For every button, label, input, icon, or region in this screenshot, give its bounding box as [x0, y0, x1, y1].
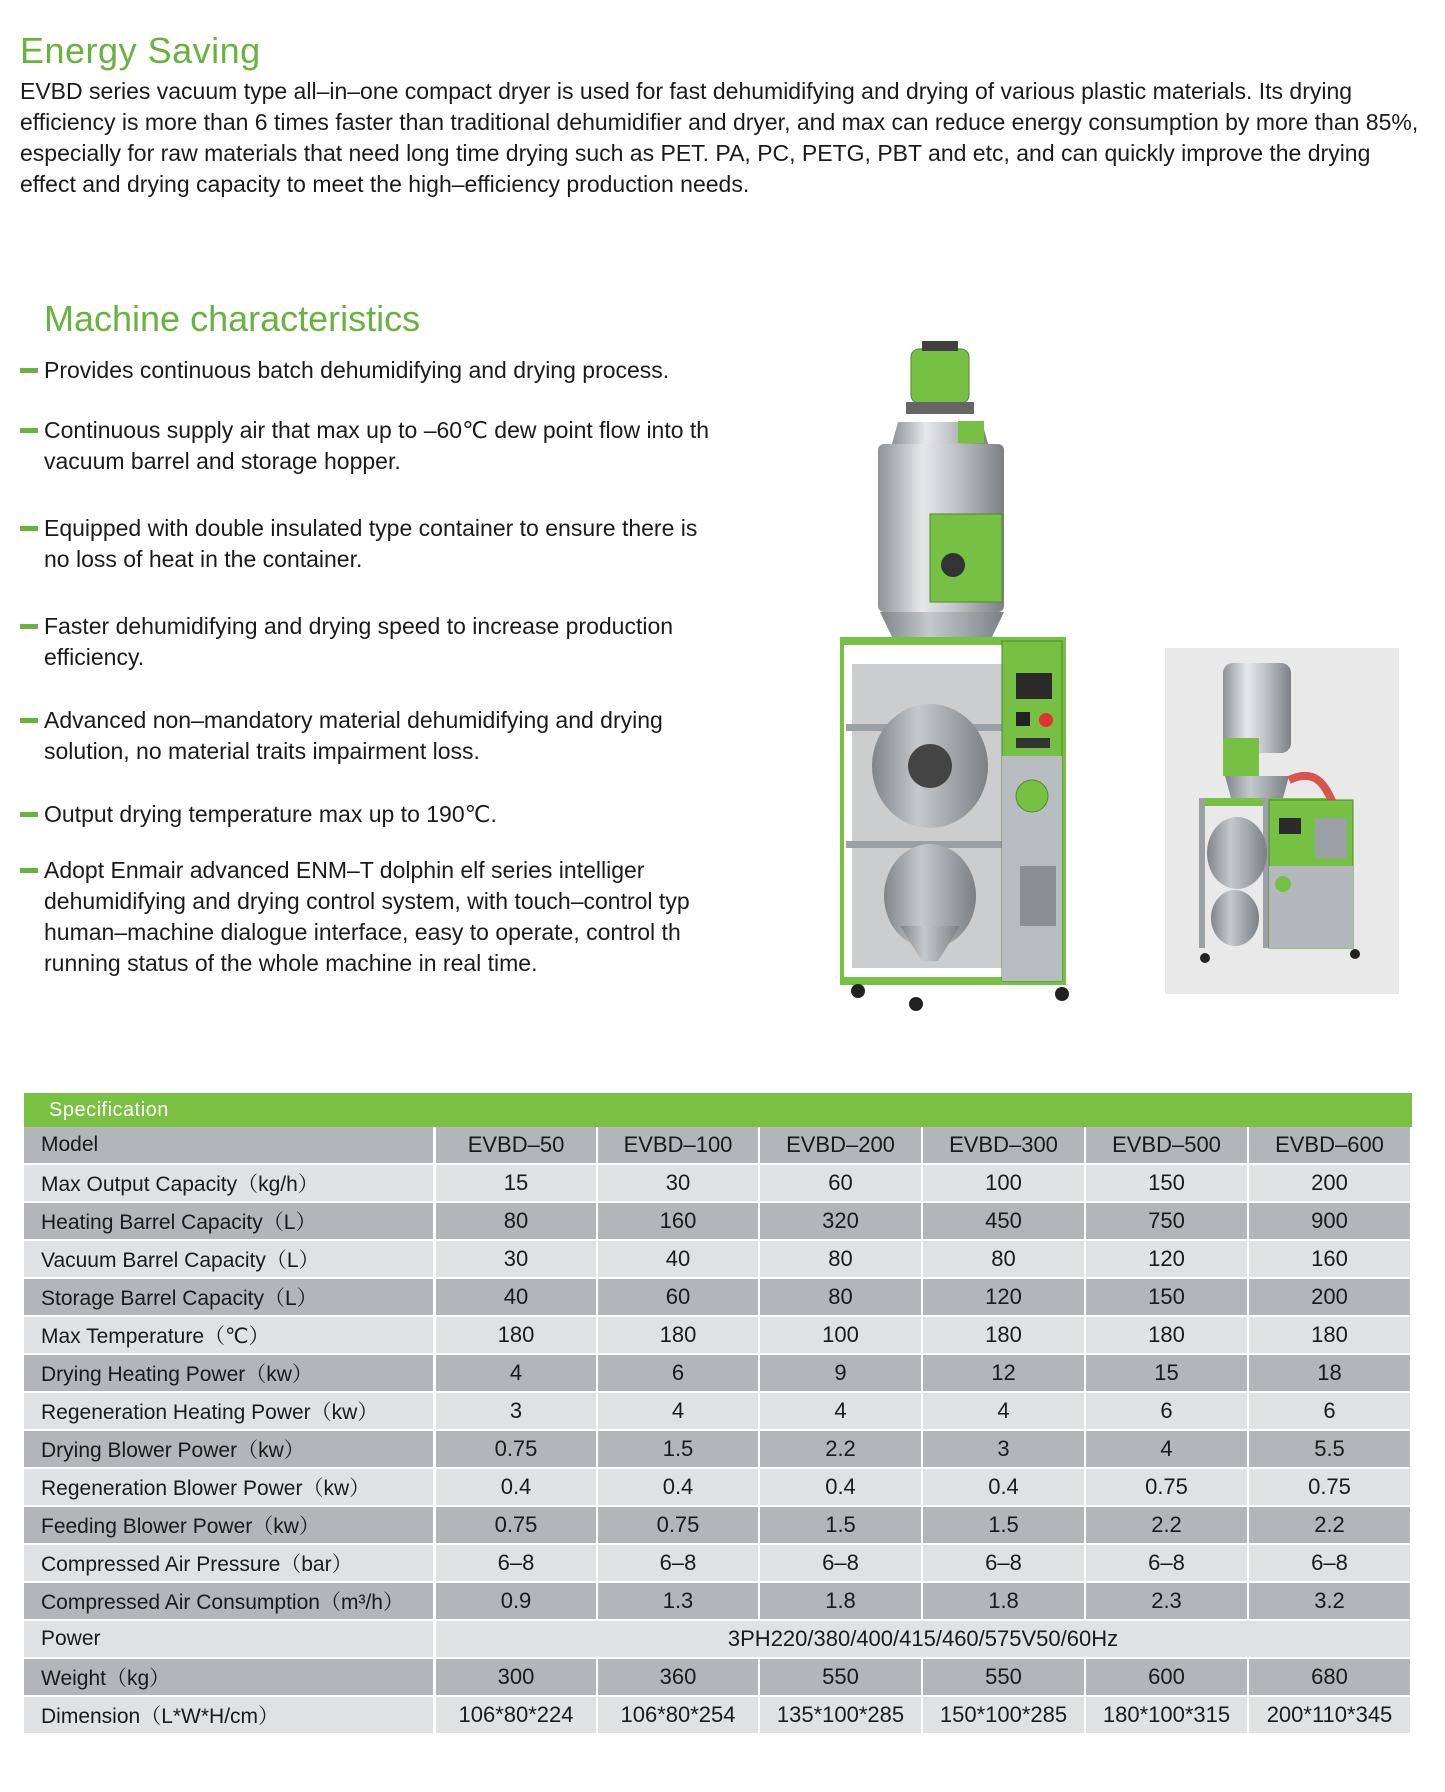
value-cell: 180 [1249, 1317, 1412, 1355]
model-cell: EVBD–50 [436, 1127, 598, 1165]
value-cell: 200*110*345 [1249, 1697, 1412, 1735]
value-cell: 200 [1249, 1279, 1412, 1317]
table-row [24, 1127, 1412, 1165]
machine-characteristics-title: Machine characteristics [44, 298, 421, 339]
value-cell: 6–8 [1249, 1545, 1412, 1583]
value-cell: 60 [760, 1165, 923, 1203]
value-cell: 360 [598, 1659, 760, 1697]
energy-saving-text: EVBD series vacuum type all–in–one compact dryer is used for fast dehumidifying and drying of various plastic materials. Its drying efficiency is more than 6 times faster than traditional dehumidifier and dryer, and max can reduce energy consumption by more than 85%, especially for raw materials that need long time drying such as PET. PA, PC, PETG, PBT and etc, and can quickly improve the drying effect and drying capacity to meet the high–efficiency production needs. [20, 78, 1419, 197]
value-cell: 320 [760, 1203, 923, 1241]
characteristic-item: Faster dehumidifying and drying speed to increase production efficiency. [20, 611, 782, 673]
value-cell: 0.4 [436, 1469, 598, 1507]
value-cell: 0.75 [1249, 1469, 1412, 1507]
value-cell: 150 [1086, 1165, 1249, 1203]
table-row [24, 1507, 1412, 1545]
row-label: Feeding Blower Power（kw） [24, 1507, 436, 1545]
model-cell: EVBD–600 [1249, 1127, 1412, 1165]
value-cell: 80 [760, 1241, 923, 1279]
value-cell: 40 [598, 1241, 760, 1279]
model-cell: EVBD–200 [760, 1127, 923, 1165]
row-label: Regeneration Blower Power（kw） [24, 1469, 436, 1507]
specification-table [24, 1093, 1412, 1735]
value-cell: 3 [923, 1431, 1086, 1469]
energy-saving-title: Energy Saving [20, 30, 261, 71]
table-row [24, 1241, 1412, 1279]
bullet-icon [20, 868, 38, 873]
bullet-icon [20, 718, 38, 723]
characteristic-item: Output drying temperature max up to 190℃. [20, 799, 782, 830]
value-cell: 0.75 [436, 1507, 598, 1545]
value-cell: 80 [923, 1241, 1086, 1279]
value-cell: 106*80*224 [436, 1697, 598, 1735]
value-cell: 106*80*254 [598, 1697, 760, 1735]
value-cell: 6 [598, 1355, 760, 1393]
characteristic-item: Advanced non–mandatory material dehumidifying and drying solution, no material traits impairment loss. [20, 705, 782, 767]
value-cell: 1.8 [923, 1583, 1086, 1621]
value-cell: 0.75 [598, 1507, 760, 1545]
value-cell: 160 [1249, 1241, 1412, 1279]
characteristics-list [20, 355, 782, 979]
characteristic-item: Equipped with double insulated type container to ensure there is no loss of heat in the container. [20, 513, 782, 575]
value-cell: 180 [923, 1317, 1086, 1355]
row-label: Compressed Air Pressure（bar） [24, 1545, 436, 1583]
value-cell: 1.8 [760, 1583, 923, 1621]
value-cell: 6–8 [760, 1545, 923, 1583]
value-cell: 15 [436, 1165, 598, 1203]
value-cell: 160 [598, 1203, 760, 1241]
table-row [24, 1583, 1412, 1621]
value-cell: 30 [436, 1241, 598, 1279]
value-cell: 180 [1086, 1317, 1249, 1355]
power-value-cell: 3PH220/380/400/415/460/575V50/60Hz [436, 1621, 1412, 1659]
model-cell: EVBD–300 [923, 1127, 1086, 1165]
value-cell: 100 [923, 1165, 1086, 1203]
value-cell: 550 [923, 1659, 1086, 1697]
value-cell: 2.2 [1249, 1507, 1412, 1545]
value-cell: 1.5 [923, 1507, 1086, 1545]
value-cell: 6–8 [598, 1545, 760, 1583]
value-cell: 4 [923, 1393, 1086, 1431]
value-cell: 9 [760, 1355, 923, 1393]
table-row [24, 1659, 1412, 1697]
row-label: Vacuum Barrel Capacity（L） [24, 1241, 436, 1279]
value-cell: 120 [923, 1279, 1086, 1317]
value-cell: 4 [760, 1393, 923, 1431]
model-label: Model [24, 1127, 436, 1165]
value-cell: 150 [1086, 1279, 1249, 1317]
bullet-icon [20, 526, 38, 531]
bullet-icon [20, 812, 38, 817]
table-row [24, 1279, 1412, 1317]
value-cell: 180 [598, 1317, 760, 1355]
value-cell: 900 [1249, 1203, 1412, 1241]
value-cell: 1.5 [598, 1431, 760, 1469]
value-cell: 5.5 [1249, 1431, 1412, 1469]
value-cell: 550 [760, 1659, 923, 1697]
model-cell: EVBD–100 [598, 1127, 760, 1165]
value-cell: 80 [760, 1279, 923, 1317]
table-row [24, 1203, 1412, 1241]
table-row [24, 1545, 1412, 1583]
value-cell: 30 [598, 1165, 760, 1203]
value-cell: 18 [1249, 1355, 1412, 1393]
value-cell: 450 [923, 1203, 1086, 1241]
specification-header: Specification [24, 1093, 1412, 1127]
table-row [24, 1355, 1412, 1393]
value-cell: 6–8 [1086, 1545, 1249, 1583]
row-label: Heating Barrel Capacity（L） [24, 1203, 436, 1241]
value-cell: 6–8 [923, 1545, 1086, 1583]
value-cell: 6 [1249, 1393, 1412, 1431]
value-cell: 1.5 [760, 1507, 923, 1545]
value-cell: 4 [598, 1393, 760, 1431]
value-cell: 750 [1086, 1203, 1249, 1241]
dryer-machine-photo-2 [1165, 648, 1399, 994]
value-cell: 680 [1249, 1659, 1412, 1697]
value-cell: 3 [436, 1393, 598, 1431]
characteristic-item: Continuous supply air that max up to –60℃ dew point flow into th vacuum barrel and storage hopper. [20, 415, 782, 477]
row-label: Drying Blower Power（kw） [24, 1431, 436, 1469]
table-row [24, 1697, 1412, 1735]
value-cell: 4 [436, 1355, 598, 1393]
spec-grid [24, 1127, 1412, 1735]
bullet-icon [20, 368, 38, 373]
row-label: Power [24, 1621, 436, 1659]
value-cell: 2.2 [1086, 1507, 1249, 1545]
value-cell: 6 [1086, 1393, 1249, 1431]
value-cell: 180 [436, 1317, 598, 1355]
value-cell: 12 [923, 1355, 1086, 1393]
row-label: Dimension（L*W*H/cm） [24, 1697, 436, 1735]
value-cell: 180*100*315 [1086, 1697, 1249, 1735]
value-cell: 0.75 [1086, 1469, 1249, 1507]
value-cell: 150*100*285 [923, 1697, 1086, 1735]
value-cell: 0.4 [923, 1469, 1086, 1507]
bullet-icon [20, 428, 38, 433]
value-cell: 4 [1086, 1431, 1249, 1469]
characteristic-item: Adopt Enmair advanced ENM–T dolphin elf series intelliger dehumidifying and drying control system, with touch–control typ human–machine dialogue interface, easy to operate, control th running status of the whole machine in real time. [20, 855, 782, 979]
row-label: Regeneration Heating Power（kw） [24, 1393, 436, 1431]
table-row [24, 1431, 1412, 1469]
value-cell: 200 [1249, 1165, 1412, 1203]
value-cell: 3.2 [1249, 1583, 1412, 1621]
value-cell: 40 [436, 1279, 598, 1317]
table-row [24, 1469, 1412, 1507]
value-cell: 2.2 [760, 1431, 923, 1469]
value-cell: 120 [1086, 1241, 1249, 1279]
value-cell: 0.4 [760, 1469, 923, 1507]
value-cell: 300 [436, 1659, 598, 1697]
table-row [24, 1393, 1412, 1431]
value-cell: 1.3 [598, 1583, 760, 1621]
table-row [24, 1317, 1412, 1355]
row-label: Storage Barrel Capacity（L） [24, 1279, 436, 1317]
model-cell: EVBD–500 [1086, 1127, 1249, 1165]
characteristic-item: Provides continuous batch dehumidifying and drying process. [20, 355, 782, 386]
bullet-icon [20, 624, 38, 629]
value-cell: 6–8 [436, 1545, 598, 1583]
value-cell: 600 [1086, 1659, 1249, 1697]
value-cell: 0.9 [436, 1583, 598, 1621]
row-label: Max Output Capacity（kg/h） [24, 1165, 436, 1203]
table-row [24, 1621, 1412, 1659]
value-cell: 135*100*285 [760, 1697, 923, 1735]
value-cell: 15 [1086, 1355, 1249, 1393]
value-cell: 80 [436, 1203, 598, 1241]
row-label: Weight（kg） [24, 1659, 436, 1697]
value-cell: 2.3 [1086, 1583, 1249, 1621]
value-cell: 0.4 [598, 1469, 760, 1507]
value-cell: 100 [760, 1317, 923, 1355]
dryer-machine-image [840, 336, 1125, 1026]
row-label: Max Temperature（℃） [24, 1317, 436, 1355]
row-label: Drying Heating Power（kw） [24, 1355, 436, 1393]
table-row [24, 1165, 1412, 1203]
value-cell: 60 [598, 1279, 760, 1317]
value-cell: 0.75 [436, 1431, 598, 1469]
row-label: Compressed Air Consumption（m³/h） [24, 1583, 436, 1621]
